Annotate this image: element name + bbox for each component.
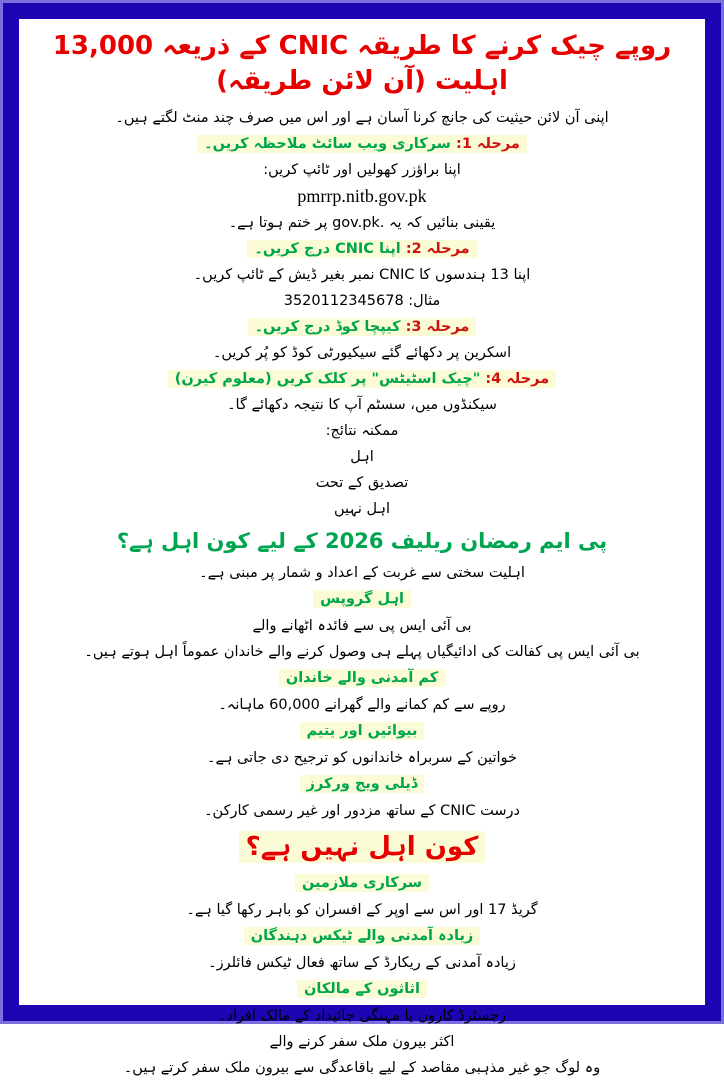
step-label: مرحلہ 4: — [480, 371, 550, 387]
heading-highlight: کم آمدنی والے خاندان — [279, 669, 445, 687]
category-subheading — [37, 870, 687, 897]
text-line: روپے سے کم کمانے والے گھرانے 60,000 ماہانہ۔ — [218, 697, 506, 713]
text-line: ممکنہ نتائج: — [325, 423, 399, 439]
text-line: اپنی آن لائن حیثیت کی جانچ کرنا آسان ہے اور اس میں صرف چند منٹ لگتے ہیں۔ — [115, 110, 609, 126]
step-label: مرحلہ 3: — [400, 319, 470, 335]
heading-highlight: کون اہل نہیں ہے؟ — [239, 831, 486, 863]
text-line: اسکرین پر دکھائے گئے سیکیورٹی کوڈ کو پُر کریں۔ — [212, 345, 512, 361]
step-instruction: "چیک اسٹیٹس" پر کلک کریں (معلوم کیرن) — [174, 371, 481, 387]
category-subheading — [37, 976, 687, 1003]
category-subheading — [37, 771, 687, 798]
not-eligible-heading — [37, 828, 687, 866]
text-line: اہل نہیں — [333, 501, 391, 517]
step-heading — [37, 131, 687, 157]
step-label: مرحلہ 2: — [400, 241, 470, 257]
step-instruction: اپنا CNIC درج کریں۔ — [254, 241, 401, 257]
text-line: یقینی بنائیں کہ یہ .gov.pk پر ختم ہوتا ہے۔ — [228, 215, 496, 231]
eligibility-heading: پی ایم رمضان ریلیف 2026 کے لیے کون اہل ہے؟ — [116, 529, 608, 553]
step-highlight — [168, 370, 556, 388]
text-line: اپنا براؤزر کھولیں اور ٹائپ کریں: — [263, 162, 461, 178]
text-line: خواتین کے سربراہ خاندانوں کو ترجیح دی جاتی ہے۔ — [206, 750, 518, 766]
step-heading — [37, 236, 687, 262]
category-subheading — [37, 718, 687, 745]
text-line: گریڈ 17 اور اس سے اوپر کے افسران کو باہر رکھا گیا ہے۔ — [186, 902, 538, 918]
heading-highlight: بیوائیں اور یتیم — [300, 722, 425, 740]
step-highlight — [197, 135, 527, 153]
heading-highlight: سرکاری ملازمین — [295, 874, 429, 892]
text-line: رجسٹرڈ کاروں یا مہنگی جائیداد کے مالک افراد۔ — [218, 1008, 506, 1024]
text-line: بی آئی ایس پی سے فائدہ اٹھانے والے — [252, 618, 472, 634]
heading-highlight: ڈیلی ویج ورکرز — [300, 775, 425, 793]
page-border — [3, 3, 721, 1076]
document-body — [37, 105, 687, 1081]
text-line: مثال: 3520112345678 — [283, 293, 441, 309]
step-heading — [37, 366, 687, 392]
text-line: اپنا 13 ہندسوں کا CNIC نمبر بغیر ڈیش کے ٹائپ کریں۔ — [193, 267, 531, 283]
website-url: pmrrp.nitb.gov.pk — [297, 186, 427, 206]
step-instruction: سرکاری ویب سائٹ ملاحظہ کریں۔ — [204, 136, 451, 152]
text-line: تصدیق کے تحت — [315, 475, 409, 491]
text-line: اہل — [350, 449, 374, 465]
document-page — [19, 19, 705, 1081]
step-highlight — [247, 240, 476, 258]
category-subheading — [37, 923, 687, 950]
text-line: سیکنڈوں میں، سسٹم آپ کا نتیجہ دکھائے گا۔ — [227, 397, 497, 413]
heading-highlight: اہل گروپس — [313, 590, 411, 608]
heading-highlight: اثاثوں کے مالکان — [297, 980, 427, 998]
step-instruction: کیپچا کوڈ درج کریں۔ — [254, 319, 401, 335]
text-line: وہ لوگ جو غیر مذہبی مقاصد کے لیے باقاعدگی سے بیرون ملک سفر کرتے ہیں۔ — [123, 1060, 601, 1076]
text-line: درست CNIC کے ساتھ مزدور اور غیر رسمی کارکن۔ — [204, 803, 520, 819]
step-heading — [37, 314, 687, 340]
step-label: مرحلہ 1: — [450, 136, 520, 152]
category-subheading — [37, 665, 687, 692]
text-line: اکثر بیرون ملک سفر کرنے والے — [269, 1034, 455, 1050]
text-line: زیادہ آمدنی کے ریکارڈ کے ساتھ فعال ٹیکس فائلرز۔ — [208, 955, 516, 971]
category-subheading — [37, 586, 687, 613]
text-line: بی آئی ایس پی کفالت کی ادائیگیاں پہلے ہی وصول کرنے والے خاندان عموماً اہل ہوتے ہیں۔ — [84, 644, 640, 660]
document-title: روپے چیک کرنے کا طریقہ CNIC کے ذریعہ 13,000 اہلیت (آن لائن طریقہ) — [52, 31, 672, 96]
text-line: اہلیت سختی سے غربت کے اعداد و شمار پر مبنی ہے۔ — [199, 565, 525, 581]
step-highlight — [248, 318, 477, 336]
heading-highlight: زیادہ آمدنی والے ٹیکس دہندگان — [244, 927, 481, 945]
